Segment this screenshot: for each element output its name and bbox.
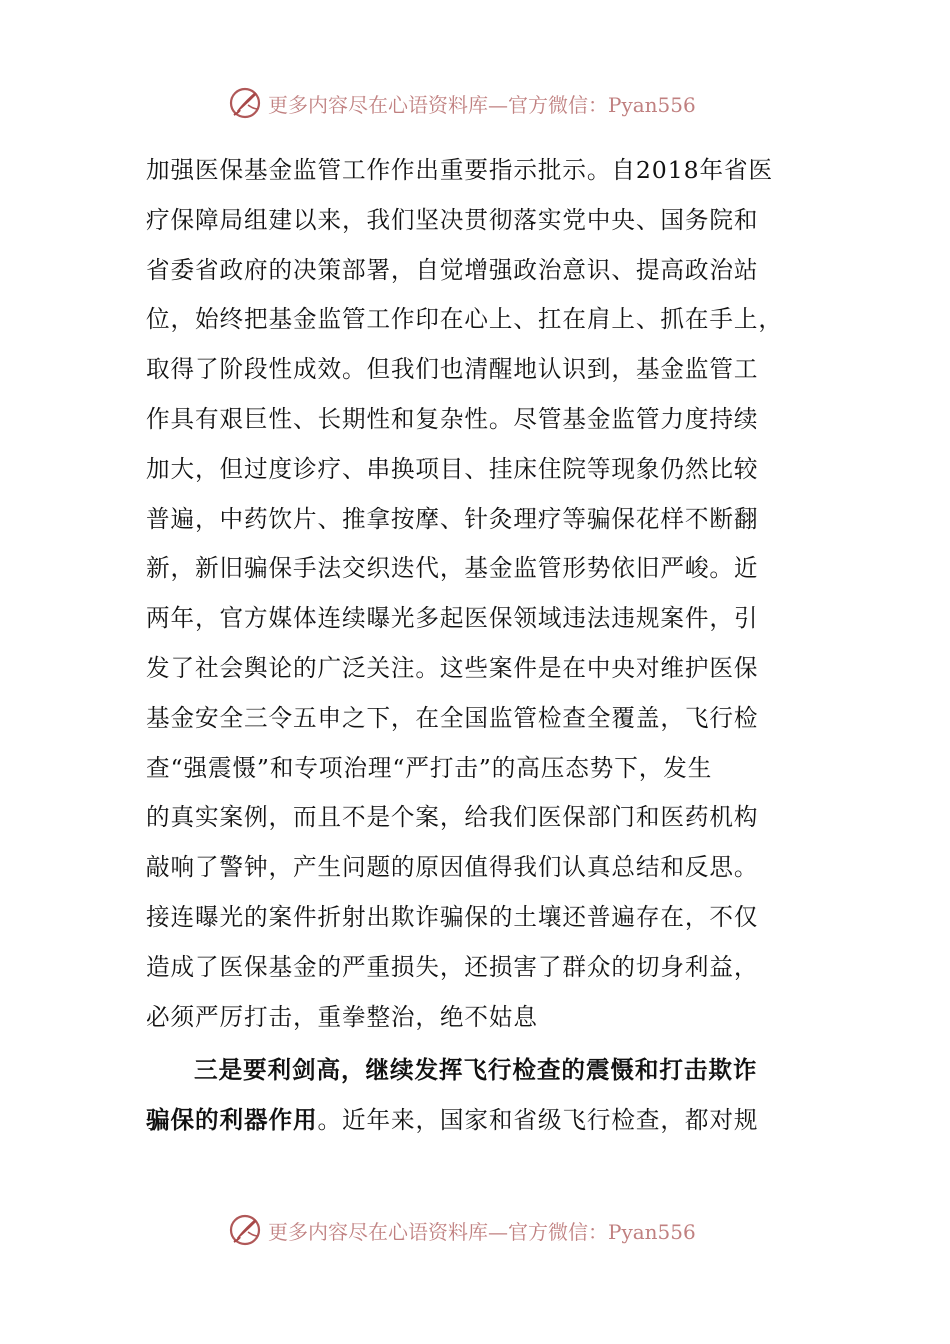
text-line: 基金安全三令五申之下，在全国监管检查全覆盖，飞行检 <box>146 703 759 732</box>
footer-banner <box>228 1210 696 1250</box>
text-line: 必须严厉打击，重拳整治，绝不姑息 <box>146 1002 538 1031</box>
text-line: 发了社会舆论的广泛关注。这些案件是在中央对维护医保 <box>146 653 759 682</box>
text-line: 加强医保基金监管工作作出重要指示批示。自2018年省医 <box>146 156 773 184</box>
text-line: 作具有艰巨性、长期性和复杂性。尽管基金监管力度持续 <box>146 404 759 433</box>
pen-in-circle-logo-icon <box>228 1212 264 1248</box>
text-line: 位，始终把基金监管工作印在心上、扛在肩上、抓在手上， <box>146 305 783 334</box>
text-line <box>146 1096 786 1146</box>
paragraph-2-text: 。近年来，国家和省级飞行检查，都对规 <box>317 1106 759 1135</box>
text-line: 取得了阶段性成效。但我们也清醒地认识到，基金监管工 <box>146 355 759 384</box>
text-line: 敲响了警钟，产生问题的原因值得我们认真总结和反思。 <box>146 853 759 882</box>
text-line: 加大，但过度诊疗、串换项目、挂床住院等现象仍然比较 <box>146 454 759 483</box>
text-line: 造成了医保基金的严重损失，还损害了群众的切身利益， <box>146 952 759 981</box>
text-line: 查“强震慑”和专项治理“严打击”的高压态势下，发生 <box>146 753 713 782</box>
paragraph-2 <box>146 1046 786 1146</box>
text-line: 疗保障局组建以来，我们坚决贯彻落实党中央、国务院和 <box>146 205 759 234</box>
text-line: 接连曝光的案件折射出欺诈骗保的土壤还普遍存在，不仅 <box>146 902 759 931</box>
paragraph-2-heading: 三是要利剑高，继续发挥飞行检查的震慑和打击欺诈 <box>194 1056 758 1085</box>
header-banner-text: 更多内容尽在心语资料库—官方微信：Pyan556 <box>268 92 696 117</box>
text-line: 普遍，中药饮片、推拿按摩、针灸理疗等骗保花样不断翻 <box>146 504 759 533</box>
text-line: 新，新旧骗保手法交织迭代，基金监管形势依旧严峻。近 <box>146 554 759 583</box>
paragraph-1 <box>146 146 786 1042</box>
pen-in-circle-logo-icon <box>228 85 264 121</box>
paragraph-2-heading-end: 骗保的利器作用 <box>146 1106 318 1135</box>
text-line: 两年，官方媒体连续曝光多起医保领域违法违规案件，引 <box>146 604 759 633</box>
document-body <box>146 146 786 1146</box>
text-line: 的真实案例，而且不是个案，给我们医保部门和医药机构 <box>146 803 759 832</box>
header-banner <box>228 83 696 123</box>
text-line: 省委省政府的决策部署，自觉增强政治意识、提高政治站 <box>146 255 759 284</box>
footer-banner-text: 更多内容尽在心语资料库—官方微信：Pyan556 <box>268 1219 696 1244</box>
